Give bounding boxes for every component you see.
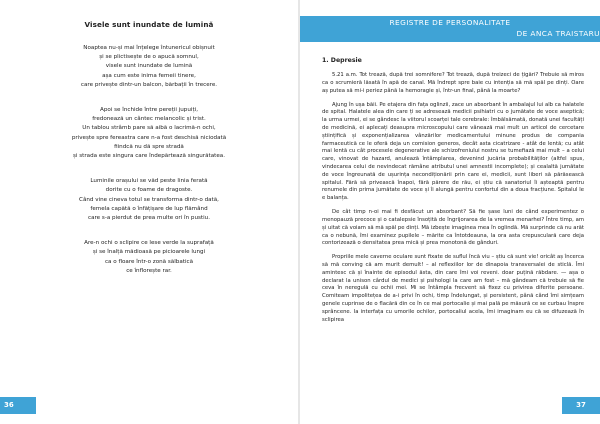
poem-line: visele sunt inundate de lumină [105, 63, 193, 70]
poem-line: Un tablou strâmb pare să aibă o lacrimă-n ochi, [82, 125, 216, 132]
poem-line: și se înalță mădioasă pe picioarele lungi [92, 249, 206, 256]
poem-line: Luminile orașului se văd peste linia ferată [90, 178, 208, 185]
stanza-3 [14, 177, 284, 223]
page-number-left: 36 [0, 397, 36, 414]
poem-line: fredonează un cântec melancolic și trist. [92, 116, 206, 123]
paragraph: De cât timp n-oi mai fi desfăcut un absorbant? Să fie șase luni de când experimentez o menopauză precoce și o catalepsie însoțită de îngrijorarea de la vremea menarhei? Între timp, am și uitat că voiam să mă spăl pe dinți. Mă izbește imaginea mea în oglindă. Mă surprinde că nu arăt ca o nebună, îmi examinez pupilele – mărite ca întotdeauna, la ora asta crepusculară care deja contorizează o densitatea prea mică și prea monotonă de gânduri. [322, 209, 584, 247]
poem-line: femela capătă o înfățișare de lup flămând [90, 205, 208, 212]
header-series-title: REGISTRE DE PERSONALITATE [389, 18, 511, 27]
stanza-2 [14, 106, 284, 161]
poem-line: dorite cu o foame de dragoste. [105, 187, 193, 194]
poem-line: Are-n ochi o sclipire ce lese verde la suprafață [84, 240, 214, 247]
paragraph: Ajung în ușa băii. Pe etajera din fața oglinzii, zace un absorbant în ambalajul lui alb ca halatele de spital. Halatele alea din care ți se adresează medicii psihiatri cu o jumătate de voce aseptică; la urma urmei, ei se gândesc la viitorul scoarței tale cerebrale: îmbălsămată, donată unei facultăți de medicină, ei aplecați deasupra microscopului care vânează mai mult un articol de cercetare științifică și exponențializarea vânzărilor medicamentului minune produs de compania farmaceutică ce le oferă deja un comision generos, decât asta cicatrizare - atât de lentă; cu atât mai lentă cu cât procesele degenerative ale schizofreniului nostru se tumefiază mai mult – a celui care, vinovat de hazard, anulează întâmplarea, devenind jucăria probabilităților (altfel spus, vindecarea celui de nevindecat rămâne atributul unei amnestii incomplete); și cealaltă jumătate de voce îngreunată de ușurința necondiționării prin care ei, medicii, sunt liberi să părăsească spitalul. Fără să privească înapoi, fără părere de rău, ei știu că sanatoriul îi așteaptă pentru renumele din prima jumătate de voce și îi alungă pentru confortul din a doua fracțiune. Spitalul le e balanța. [322, 101, 584, 202]
running-header [300, 16, 600, 42]
left-page [0, 0, 298, 424]
page-number-right: 37 [562, 397, 600, 414]
poem-line: Apoi se închide între pereții jupuiți, [100, 107, 198, 114]
section-heading: 1. Depresie [322, 57, 362, 64]
poem-line: fiindcă nu dă spre stradă [114, 143, 184, 150]
poem-line: ce înflorește rar. [126, 267, 172, 274]
poem-line: privește spre fereastra care n-a fost deschisă niciodată [71, 134, 227, 141]
poem-line: și se plictisește de o apucă somnul, [99, 54, 199, 61]
poem-line: și strada este singura care îndepărtează singurătatea. [73, 153, 225, 160]
poem-title: Visele sunt inundate de lumină [84, 20, 214, 29]
poem [14, 44, 284, 292]
stanza-4 [14, 239, 284, 276]
poem-line: așa cum este inima femeii tinere, [102, 72, 196, 79]
paragraph: Propriile mele caverne oculare sunt fixate de suflul încă viu – știu că sunt vie! oricât aș încerca să mă conving că am murit demult! – al reflexiilor lor de dinapoia transversalei de sticlă. Îmi amintesc că și înainte de episodul ăsta, din care îmi voi reveni. doar puțină răbdare. — așa o declarat la unison cârdul de medici și psihologi la care am fost – mă gândeam că trebuie să fie ceva în neregulă cu ochii mei. Mi se întâmpla frecvent să fixez cu privirea diferite persoane. Comiteam impolitețea de a-i privi în ochi, timp îndelungat, și persistent, până când îmi simțeam genele cuprinse de o flacără din ce în ce mai portocalie și mai pală pe măsură ce se curbau înspre sprâncene. Ia interfața cu umorile ochilor, portocaliul acela, îmi imaginam eu că se difuzează în sclipirea [322, 254, 584, 323]
poem-line: care privește dintr-un balcon, bărbații în trecere. [80, 81, 218, 88]
poem-line: care s-a pierdut de prea multe ori în pustiu. [88, 215, 210, 222]
stanza-1 [14, 44, 284, 90]
right-page [300, 0, 600, 424]
poem-line: Când vine cineva totul se transforma dintr-o dată, [79, 196, 219, 203]
header-author: DE ANCA TRAISTARU [516, 29, 600, 38]
body-text [322, 72, 584, 331]
paragraph: 5.21 a.m. Tot trează, după trei somnifere? Tot trează, după treizeci de țigări? Trebuie să miros ca o scrumieră lăsată în apă de canal. Mă îndrept spre baie cu intenția să mă spăl pe dinți. Oare aș putea să mi-i periez până la hemoragie și, într-un final, până la moarte? [322, 72, 584, 94]
poem-line: Noaptea nu-și mai înțelege întunericul obișnuit [83, 45, 215, 51]
poem-line: ca o floare într-o zonă sălbatică [104, 258, 194, 265]
